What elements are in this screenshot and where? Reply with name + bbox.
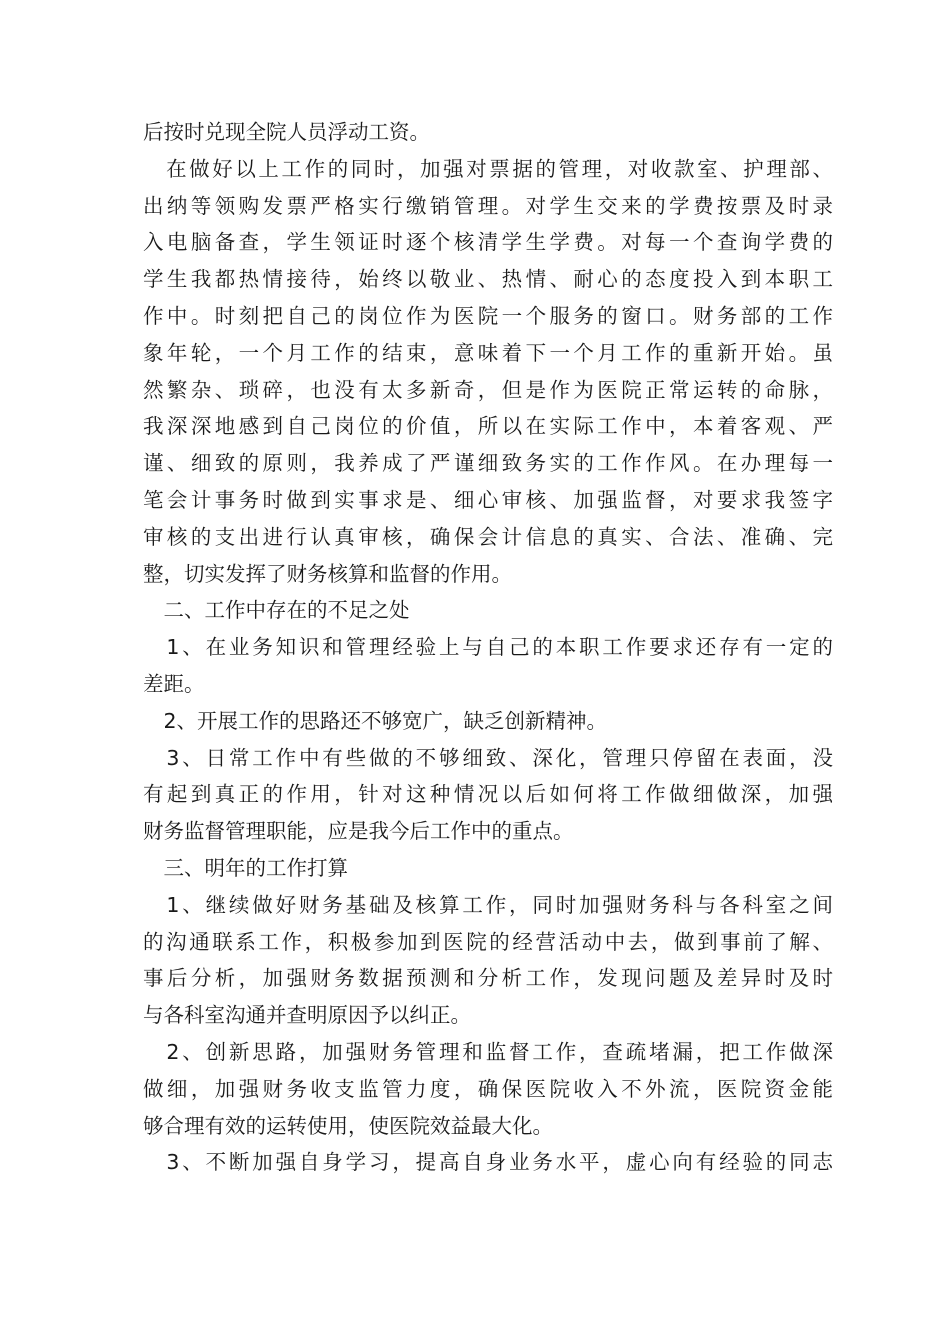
text-line: 后按时兑现全院人员浮动工资。 bbox=[143, 120, 430, 144]
text-line: 象年轮，一个月工作的结束，意味着下一个月工作的重新开始。虽 bbox=[143, 340, 833, 365]
text-line: 3、日常工作中有些做的不够细致、深化，管理只停留在表面，没 bbox=[143, 745, 833, 770]
text-line: 审核的支出进行认真审核，确保会计信息的真实、合法、准确、完 bbox=[143, 524, 833, 549]
text-line: 财务监督管理职能，应是我今后工作中的重点。 bbox=[143, 819, 574, 844]
text-line: 笔会计事务时做到实事求是、细心审核、加强监督，对要求我签字 bbox=[143, 487, 833, 512]
document-body bbox=[143, 114, 833, 1181]
section-heading: 二、工作中存在的不足之处 bbox=[143, 598, 410, 623]
text-line: 2、开展工作的思路还不够宽广，缺乏创新精神。 bbox=[143, 708, 608, 733]
text-line: 1、在业务知识和管理经验上与自己的本职工作要求还存有一定的 bbox=[143, 635, 833, 660]
text-line: 够合理有效的运转使用，使医院效益最大化。 bbox=[143, 1113, 553, 1138]
text-line: 入电脑备查，学生领证时逐个核清学生学费。对每一个查询学费的 bbox=[143, 230, 833, 255]
text-line: 整，切实发挥了财务核算和监督的作用。 bbox=[143, 561, 512, 586]
text-line: 出纳等领购发票严格实行缴销管理。对学生交来的学费按票及时录 bbox=[143, 193, 833, 218]
text-line: 差距。 bbox=[143, 671, 205, 696]
text-line: 在做好以上工作的同时，加强对票据的管理，对收款室、护理部、 bbox=[143, 156, 833, 181]
text-line: 然繁杂、琐碎，也没有太多新奇，但是作为医院正常运转的命脉， bbox=[143, 377, 833, 402]
text-line: 我深深地感到自己岗位的价值，所以在实际工作中，本着客观、严 bbox=[143, 414, 833, 439]
text-line: 谨、细致的原则，我养成了严谨细致务实的工作作风。在办理每一 bbox=[143, 451, 833, 476]
text-line: 有起到真正的作用，针对这种情况以后如何将工作做细做深，加强 bbox=[143, 782, 833, 807]
text-line: 3、不断加强自身学习，提高自身业务水平，虚心向有经验的同志 bbox=[143, 1150, 833, 1175]
text-line: 事后分析，加强财务数据预测和分析工作，发现问题及差异时及时 bbox=[143, 966, 833, 991]
text-line: 与各科室沟通并查明原因予以纠正。 bbox=[143, 1003, 471, 1028]
text-line: 1、继续做好财务基础及核算工作，同时加强财务科与各科室之间 bbox=[143, 892, 833, 917]
section-heading: 三、明年的工作打算 bbox=[143, 855, 348, 880]
text-line: 学生我都热情接待，始终以敬业、热情、耐心的态度投入到本职工 bbox=[143, 267, 833, 292]
text-line: 的沟通联系工作，积极参加到医院的经营活动中去，做到事前了解、 bbox=[143, 929, 833, 954]
text-line: 做细，加强财务收支监管力度，确保医院收入不外流，医院资金能 bbox=[143, 1076, 833, 1101]
text-line: 2、创新思路，加强财务管理和监督工作，查疏堵漏，把工作做深 bbox=[143, 1039, 833, 1064]
text-line: 作中。时刻把自己的岗位作为医院一个服务的窗口。财务部的工作 bbox=[143, 303, 833, 328]
